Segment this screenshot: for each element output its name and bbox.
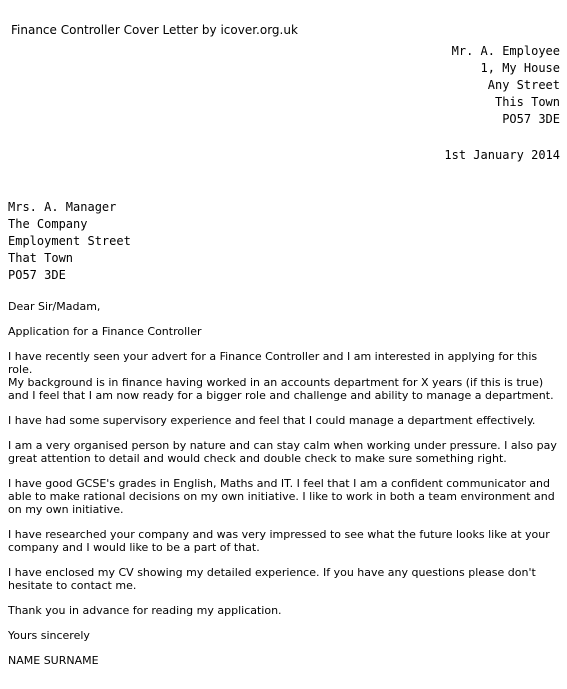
paragraph-organised: I am a very organised person by nature and can stay calm when working under pressure. I also pay great attention to detail and would check and double check to make sure something right. xyxy=(8,439,557,465)
subject-line: Application for a Finance Controller xyxy=(8,325,202,338)
paragraph-intro xyxy=(8,350,560,402)
letter-date: 1st January 2014 xyxy=(444,148,560,162)
paragraph-research: I have researched your company and was very impressed to see what the future looks like at your company and I would like to be a part of that. xyxy=(8,528,550,554)
sender-address-line-2: Any Street xyxy=(487,78,560,92)
recipient-address xyxy=(8,199,131,284)
recipient-name: Mrs. A. Manager xyxy=(8,200,117,214)
recipient-postcode: PO57 3DE xyxy=(8,268,66,282)
paragraph-qualifications: I have good GCSE's grades in English, Maths and IT. I feel that I am a confident communicator and able to make rational decisions on my own initiative. I like to work in both a team environment and on my own initiative. xyxy=(8,477,555,516)
paragraph-intro-line-1: I have recently seen your advert for a Finance Controller and I am interested in applying for this role. xyxy=(8,350,538,376)
sender-town: This Town xyxy=(494,95,560,109)
recipient-street: Employment Street xyxy=(8,234,131,248)
recipient-company: The Company xyxy=(8,217,88,231)
paragraph-thanks: Thank you in advance for reading my application. xyxy=(8,604,282,617)
salutation: Dear Sir/Madam, xyxy=(8,300,101,313)
letter-body xyxy=(8,300,560,679)
sender-address xyxy=(452,43,560,128)
sender-address-line-1: 1, My House xyxy=(480,61,560,75)
document-title: Finance Controller Cover Letter by icover.org.uk xyxy=(11,23,298,37)
recipient-town: That Town xyxy=(8,251,74,265)
closing: Yours sincerely xyxy=(8,629,90,642)
signature: NAME SURNAME xyxy=(8,654,99,667)
paragraph-supervisory: I have had some supervisory experience and feel that I could manage a department effectively. xyxy=(8,414,536,427)
sender-postcode: PO57 3DE xyxy=(502,112,560,126)
paragraph-intro-line-2: My background is in finance having worked in an accounts department for X years (if this is true) and I feel that I am now ready for a bigger role and challenge and ability to manage a department. xyxy=(8,376,554,402)
sender-name: Mr. A. Employee xyxy=(451,44,560,58)
paragraph-cv: I have enclosed my CV showing my detailed experience. If you have any questions please don't hesitate to contact me. xyxy=(8,566,536,592)
